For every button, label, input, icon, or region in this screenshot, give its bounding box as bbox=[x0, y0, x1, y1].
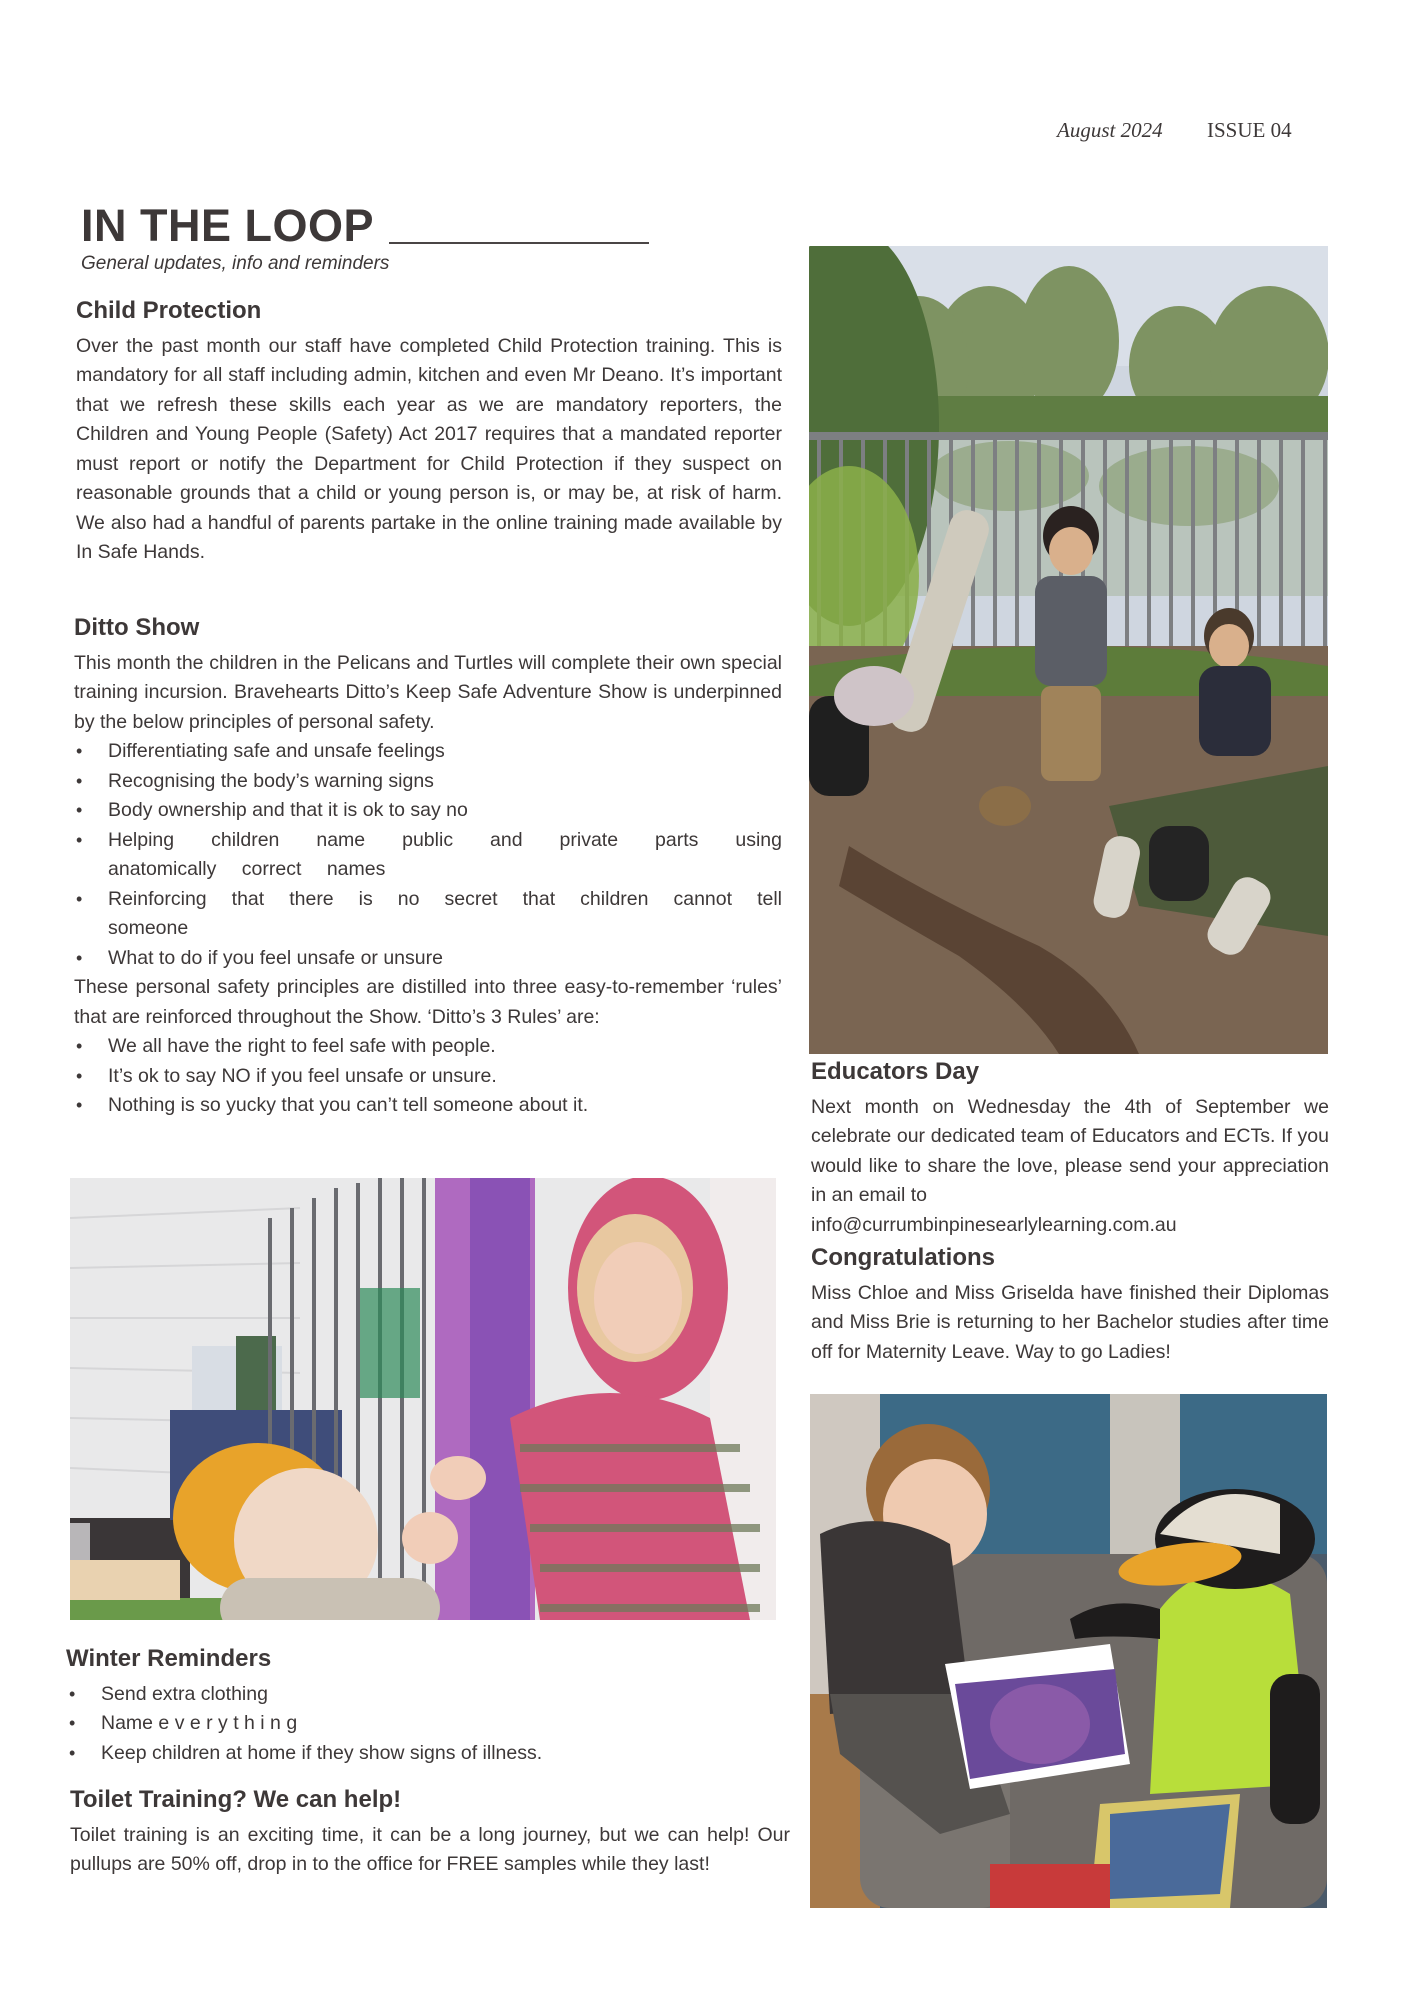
list-item: • What to do if you feel unsafe or unsure bbox=[108, 944, 782, 974]
list-item: • Differentiating safe and unsafe feelings bbox=[108, 737, 782, 767]
list-item: • It’s ok to say NO if you feel unsafe or unsure. bbox=[108, 1062, 782, 1092]
section-body: Over the past month our staff have completed Child Protection training. This is mandatory for all staff including admin, kitchen and even Mr Deano. It’s important that we refresh these skills each year as we are mandatory reporters, the Children and Young People (Safety) Act 2017 requires that a mandated reporter must report or notify the Department for Child Protection if they suspect on reasonable grounds that a child or young person is, or may be, at risk of harm. We also had a handful of parents partake in the online training made available by In Safe Hands. bbox=[76, 334, 782, 564]
photo-outdoor-play bbox=[809, 246, 1328, 1054]
section-winter-reminders bbox=[66, 1645, 766, 1768]
email-link[interactable]: info@currumbinpinesearlylearning.com.au bbox=[811, 1213, 1177, 1236]
section-body: Miss Chloe and Miss Griselda have finished their Diplomas and Miss Brie is returning to her Bachelor studies after time off for Maternity Leave. Way to go Ladies! bbox=[811, 1281, 1329, 1363]
title-underline bbox=[389, 242, 649, 244]
section-congratulations bbox=[811, 1244, 1329, 1367]
list-item: • Keep children at home if they show signs of illness. bbox=[101, 1739, 766, 1769]
section-heading: Congratulations bbox=[811, 1244, 995, 1271]
section-heading: Educators Day bbox=[811, 1058, 980, 1085]
section-heading: Ditto Show bbox=[74, 614, 200, 641]
section-body: Toilet training is an exciting time, it can be a long journey, but we can help! Our pullups are 50% off, drop in to the office for FREE samples while they last! bbox=[70, 1823, 790, 1876]
section-toilet-training bbox=[70, 1786, 790, 1880]
issue-date: August 2024 bbox=[1057, 118, 1163, 142]
list-item: • Send extra clothing bbox=[101, 1680, 766, 1710]
list-item: • Reinforcing that there is no secret that children cannot tell someone bbox=[108, 885, 782, 944]
section-educators-day bbox=[811, 1058, 1329, 1240]
list-item: • We all have the right to feel safe with people. bbox=[108, 1032, 782, 1062]
section-heading: Child Protection bbox=[76, 297, 262, 324]
section-intro: This month the children in the Pelicans and Turtles will complete their own special training incursion. Bravehearts Ditto’s Keep Safe Adventure Show is underpinned by the below principles of personal safety. bbox=[74, 651, 782, 733]
list-item: • Nothing is so yucky that you can’t tell someone about it. bbox=[108, 1091, 782, 1121]
section-heading: Toilet Training? We can help! bbox=[70, 1786, 402, 1813]
rules-list bbox=[74, 1032, 782, 1121]
list-item: • Helping children name public and private parts using anatomically correct names bbox=[108, 826, 782, 885]
photo-baby-and-girl bbox=[70, 1178, 776, 1620]
reminders-list bbox=[66, 1680, 766, 1769]
list-item: • Body ownership and that it is ok to say no bbox=[108, 796, 782, 826]
section-ditto-show bbox=[74, 614, 782, 1121]
photo-boys-reading bbox=[810, 1394, 1327, 1908]
list-item: • Name e v e r y t h i n g bbox=[101, 1709, 766, 1739]
rules-intro: These personal safety principles are distilled into three easy-to-remember ‘rules’ that are reinforced throughout the Show. ‘Ditto’s 3 Rules’ are: bbox=[74, 976, 782, 1028]
section-body: Next month on Wednesday the 4th of September we celebrate our dedicated team of Educators and ECTs. If you would like to share the love, please send your appreciation in an email to bbox=[811, 1095, 1329, 1207]
list-item: • Recognising the body’s warning signs bbox=[108, 767, 782, 797]
page-subtitle: General updates, info and reminders bbox=[81, 253, 390, 274]
page-title: IN THE LOOP bbox=[81, 200, 375, 251]
issue-number: ISSUE 04 bbox=[1207, 118, 1292, 142]
principles-list bbox=[74, 737, 782, 973]
section-child-protection bbox=[76, 297, 782, 568]
section-heading: Winter Reminders bbox=[66, 1645, 272, 1672]
